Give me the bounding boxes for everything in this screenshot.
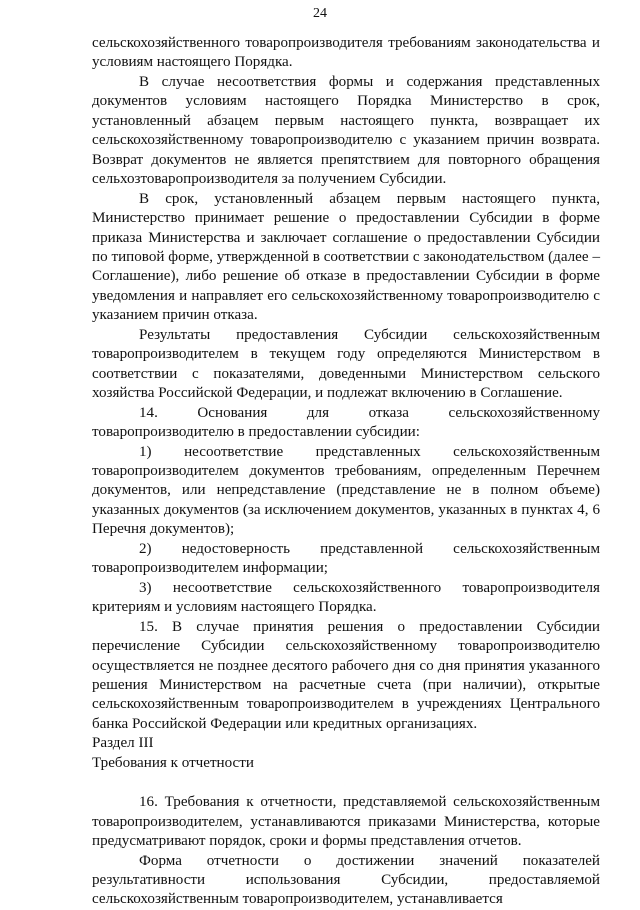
section-title: Требования к отчетности [92, 754, 254, 771]
paragraph-continuation: сельскохозяйственного товаропроизводителя требованиям законодательства и условиям настоящего Порядка. [92, 35, 600, 71]
paragraph-14-refusal-grounds: 14. Основания для отказа сельскохозяйственному товаропроизводителю в предоставлении субсидии: [92, 404, 600, 441]
paragraph-15-transfer: 15. В случае принятия решения о предоставлении Субсидии перечисление Субсидии сельскохозяйственному товаропроизводителю осуществляется не позднее десятого рабочего дня со дня принятия указанного решения Министерством на расчетные счета (при наличии), открытые сельскохозяйственным товаропроизводителем в учреждениях Центрального банка Российской Федерации или кредитных организациях. [92, 618, 600, 732]
page-number: 24 [313, 6, 327, 21]
list-item-1: 1) несоответствие представленных сельскохозяйственным товаропроизводителем документов требованиям, определенным Перечнем документов, или непредставление (представление не в полном объеме) указанных документов (за исключением документов, указанных в пунктах 4, 6 Перечня документов); [92, 443, 600, 538]
section-number: Раздел III [92, 735, 154, 752]
section-spacer [92, 773, 600, 793]
paragraph-report-form: Форма отчетности о достижении значений показателей результативности использования Субсидии, предоставляемой сельскохозяйственным товаропроизводителем, устанавливается [92, 852, 600, 908]
list-item-2: 2) недостоверность представленной сельскохозяйственным товаропроизводителем информации; [92, 540, 600, 577]
paragraph-16-reporting: 16. Требования к отчетности, представляемой сельскохозяйственным товаропроизводителем, устанавливаются приказами Министерства, которые предусматривают порядок, сроки и формы представления отчетов. [92, 794, 600, 850]
document-body [92, 34, 600, 910]
paragraph-document-return: В случае несоответствия формы и содержания представленных документов условиям настоящего Порядка Министерство в срок, установленный абзацем первым настоящего пункта, возвращает их сельскохозяйственному товаропроизводителю с указанием причин возврата. Возврат документов не является препятствием для повторного обращения сельхозтоваропроизводителя за получением Субсидии. [92, 73, 600, 188]
list-item-3: 3) несоответствие сельскохозяйственного товаропроизводителя критериям и условиям настоящего Порядка. [92, 579, 600, 616]
paragraph-results: Результаты предоставления Субсидии сельскохозяйственным товаропроизводителем в текущем году определяются Министерством в соответствии с показателями, доведенными Министерством сельского хозяйства Российской Федерации, и подлежат включению в Соглашение. [92, 326, 600, 402]
paragraph-decision: В срок, установленный абзацем первым настоящего пункта, Министерство принимает решение о предоставлении Субсидии в форме приказа Министерства и заключает соглашение о предоставлении Субсидии по типовой форме, утвержденной в соответствии с законодательством (далее – Соглашение), либо решение об отказе в предоставлении Субсидии в форме уведомления и направляет его сельскохозяйственному товаропроизводителю с указанием причин отказа. [92, 190, 600, 324]
